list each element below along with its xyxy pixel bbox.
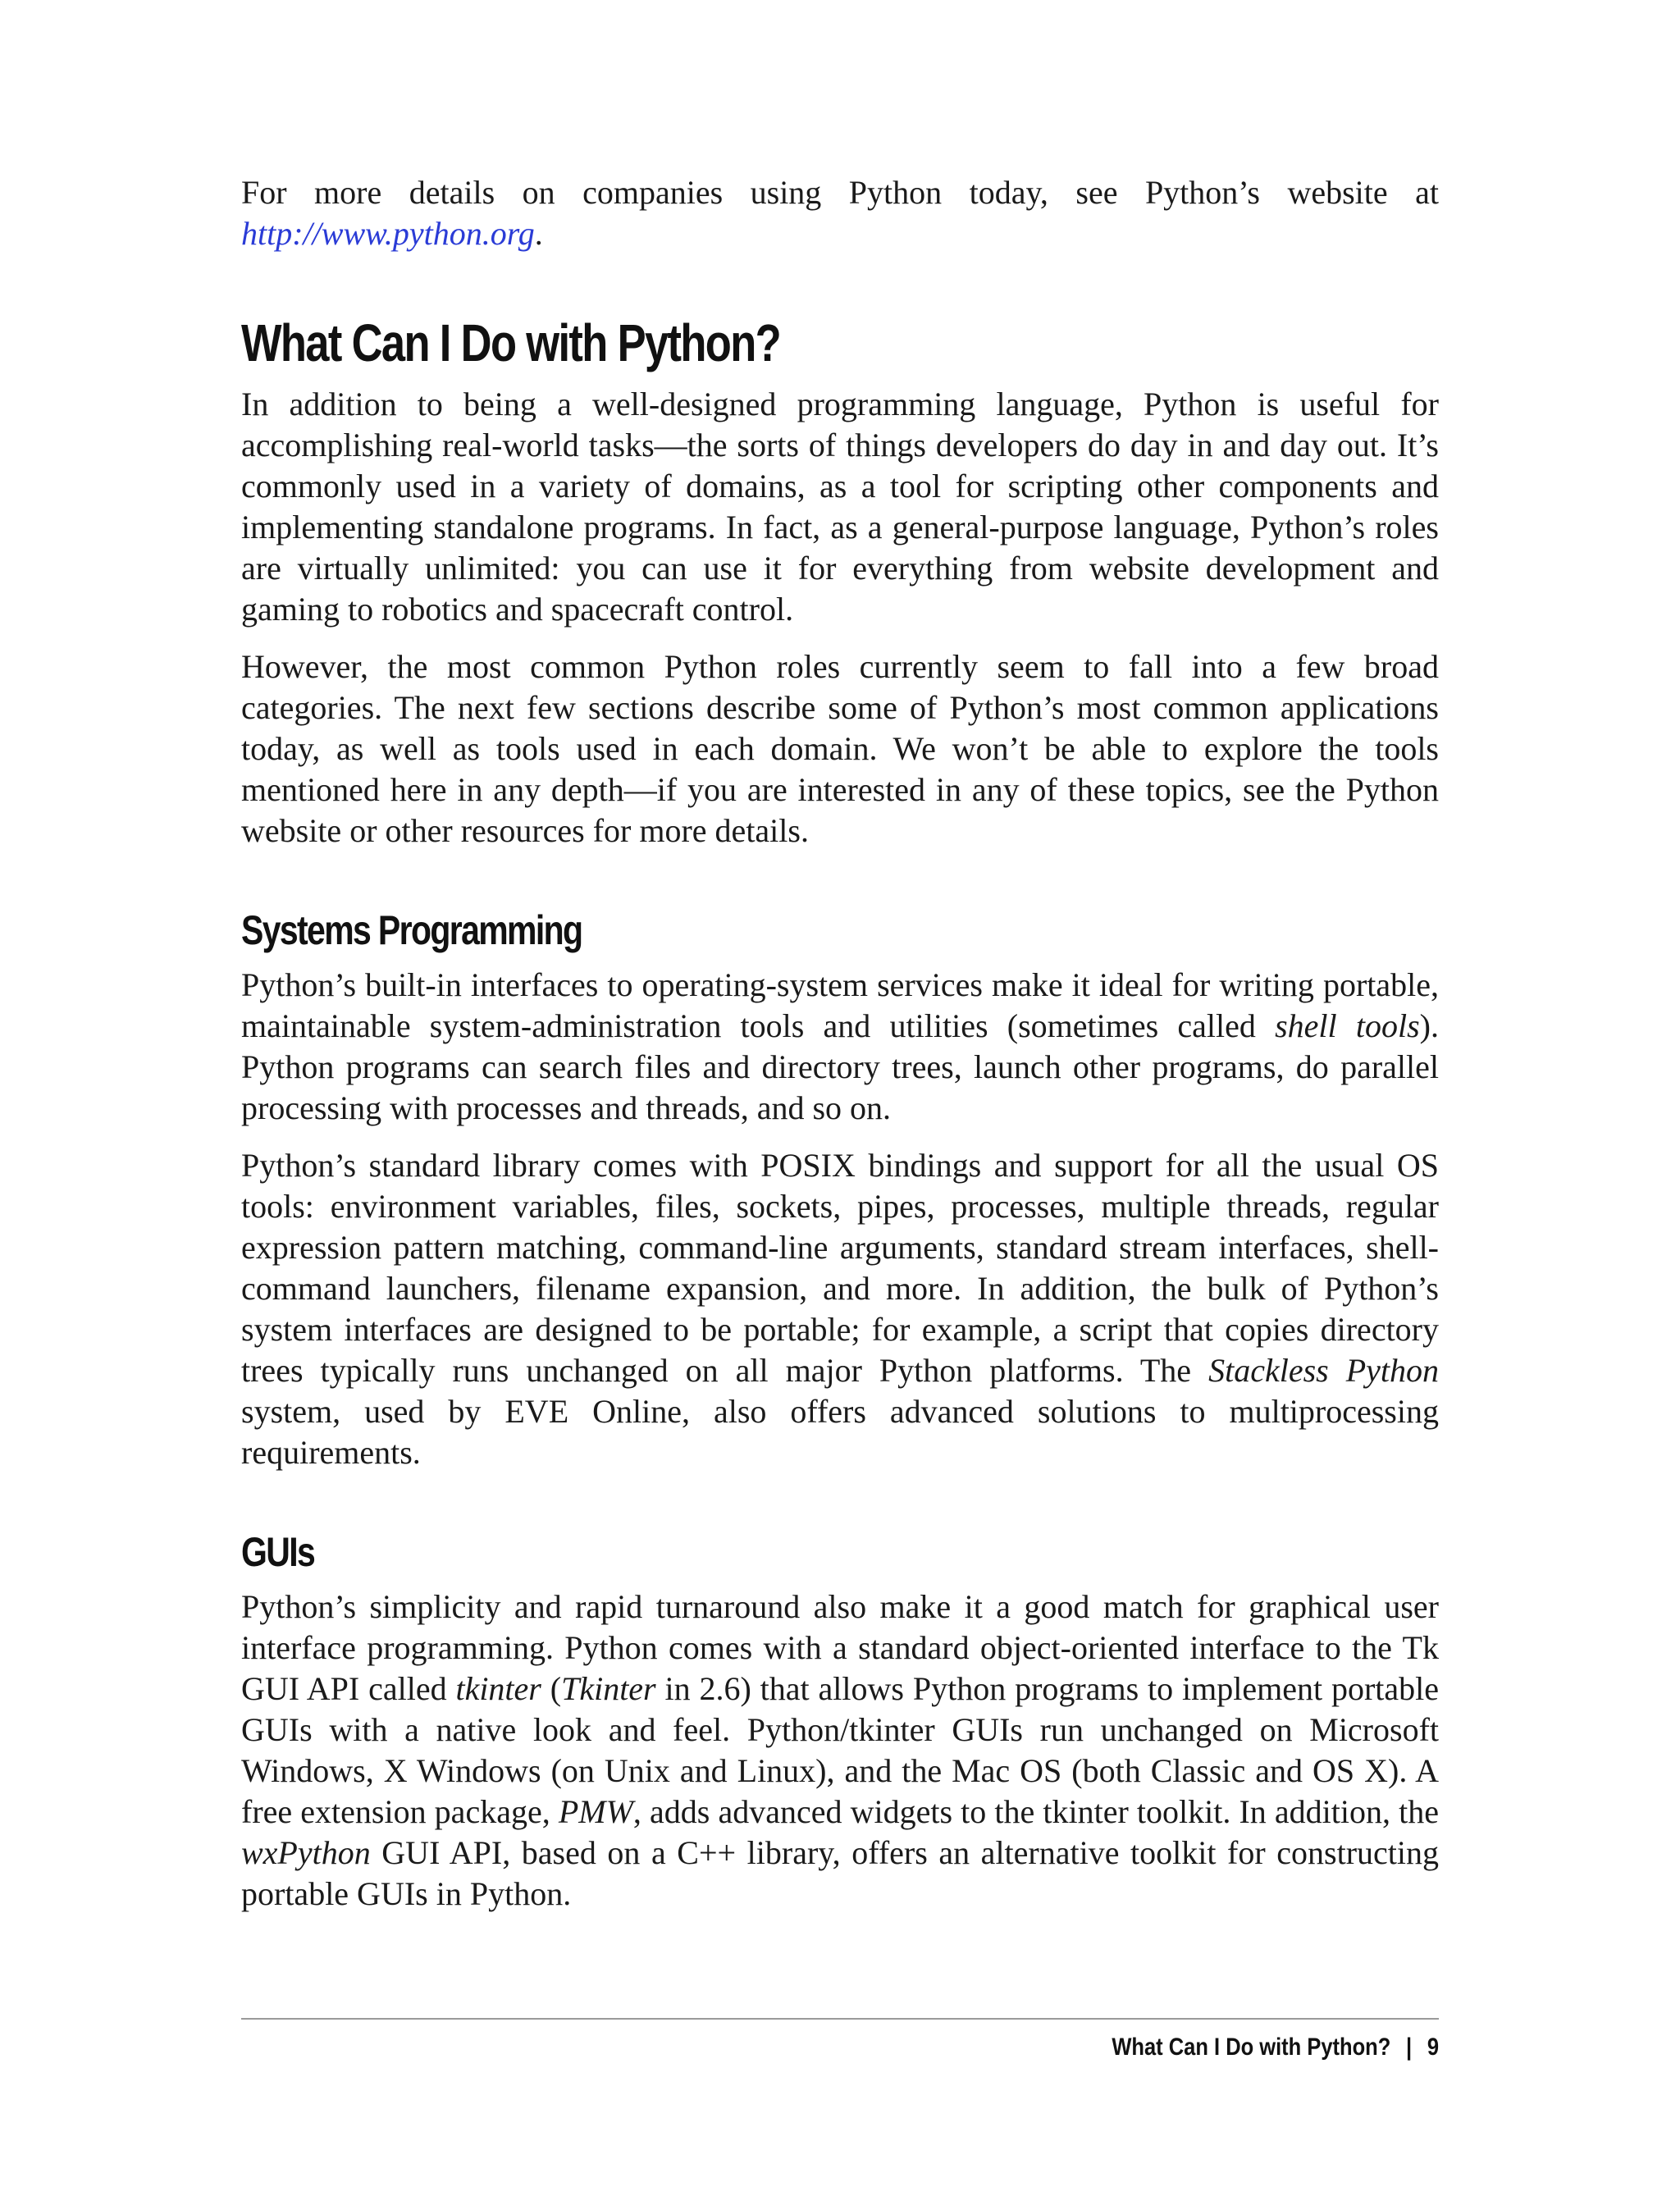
section-heading: What Can I Do with Python? (241, 313, 781, 372)
wxpython-term: wxPython (241, 1834, 371, 1871)
systems-p1-text-a: Python’s built-in interfaces to operating-system services make it ideal for writing portable, maintainable system-administration tools and utilities (sometimes called (241, 966, 1439, 1044)
intro-trail: . (534, 215, 543, 252)
stackless-python-term: Stackless Python (1208, 1352, 1440, 1389)
systems-p2-text-a: Python’s standard library comes with POSIX bindings and support for all the usual OS tools: environment variables, files, sockets, pipes, processes, multiple threads, regular expression pattern matching, command-line arguments, standard stream interfaces, shell-command launchers, filename expansion, and more. In addition, the bulk of Python’s system interfaces are designed to be portable; for example, a script that copies directory trees typically runs unchanged on all major Python platforms. The (241, 1147, 1439, 1389)
page-footer (1112, 2031, 1439, 2064)
intro-text: For more details on companies using Python today, see Python’s website at (241, 174, 1439, 211)
page-number: 9 (1427, 2034, 1439, 2061)
systems-p1-text-b: ). Python programs can search files and directory trees, launch other programs, do parallel processing with processes and threads, and so on. (241, 1007, 1439, 1126)
page-content (241, 172, 1439, 1915)
python-website-link[interactable]: http://www.python.org (241, 215, 535, 252)
guis-text-d: , adds advanced widgets to the tkinter toolkit. In addition, the (632, 1793, 1439, 1830)
body-paragraph-1: In addition to being a well-designed programming language, Python is useful for accomplishing real-world tasks—the sorts of things developers do day in and day out. It’s commonly used in a variety of domains, as a tool for scripting other components and implementing standalone programs. In fact, as a general-purpose language, Python’s roles are virtually unlimited: you can use it for everything from website development and gaming to robotics and spacecraft control. (241, 386, 1439, 628)
tkinter-26-term: Tkinter (561, 1670, 656, 1707)
footer-divider (241, 2018, 1439, 2020)
footer-separator: | (1405, 2034, 1413, 2061)
guis-heading: GUIs (241, 1529, 315, 1575)
guis-text-c: in 2.6) that allows Python programs to implement portable GUIs with a native look and feel. Python/tkinter GUIs run unchanged on Microsoft Windows, X Windows (on Unix and Linux), and the Mac OS (both Classic and OS X). A free extension package, (241, 1670, 1440, 1830)
pmw-term: PMW (558, 1793, 633, 1830)
tkinter-term: tkinter (455, 1670, 541, 1707)
guis-text-a: Python’s simplicity and rapid turnaround also make it a good match for graphical user interface programming. Python comes with a standard object-oriented interface to the Tk GUI API called (241, 1588, 1439, 1707)
systems-programming-heading: Systems Programming (241, 907, 582, 953)
body-paragraph-2: However, the most common Python roles currently seem to fall into a few broad categories. The next few sections describe some of Python’s most common applications today, as well as tools used in each domain. We won’t be able to explore the tools mentioned here in any depth—if you are interested in any of these topics, see the Python website or other resources for more details. (241, 648, 1439, 849)
guis-text-b: ( (541, 1670, 562, 1707)
systems-paragraph-1 (241, 965, 1439, 1129)
shell-tools-term: shell tools (1275, 1007, 1420, 1044)
systems-paragraph-2 (241, 1145, 1439, 1473)
guis-text-e: GUI API, based on a C++ library, offers an alternative toolkit for constructing portable GUIs in Python. (241, 1834, 1439, 1912)
footer-title: What Can I Do with Python? (1112, 2034, 1391, 2061)
intro-paragraph (241, 172, 1439, 254)
guis-paragraph (241, 1586, 1439, 1915)
systems-p2-text-b: system, used by EVE Online, also offers advanced solutions to multiprocessing requirements. (241, 1393, 1439, 1471)
